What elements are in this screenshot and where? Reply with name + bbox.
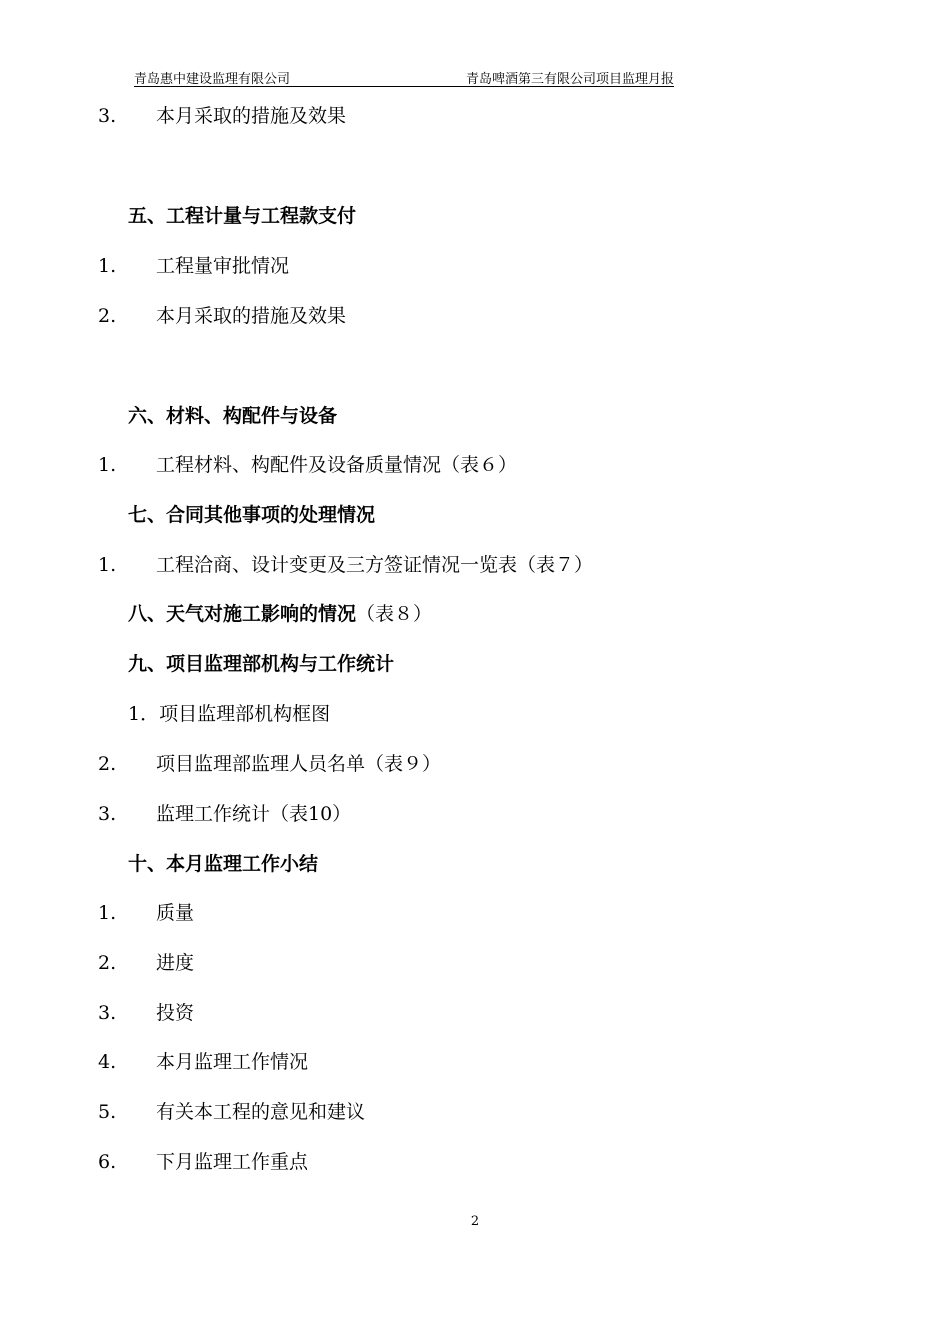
item-text: 有关本工程的意见和建议 xyxy=(156,1101,366,1123)
item-number: 3. xyxy=(98,105,117,127)
item-text: 下月监理工作重点 xyxy=(156,1151,309,1173)
item-number: 1. xyxy=(98,554,117,576)
item-text: 质量 xyxy=(156,902,195,924)
item-text: 进度 xyxy=(156,952,195,974)
item-number: 1. xyxy=(98,454,117,476)
item-text: 投资 xyxy=(156,1002,195,1024)
item-number: 4. xyxy=(98,1051,117,1073)
item-number: 1. xyxy=(98,902,117,924)
item-text: 本月采取的措施及效果 xyxy=(156,105,347,127)
page-header xyxy=(134,66,674,87)
section-heading xyxy=(128,602,432,626)
item-text: 本月监理工作情况 xyxy=(156,1051,309,1073)
page-number: 2 xyxy=(470,1214,480,1229)
item-number: 5. xyxy=(98,1101,117,1123)
item-text: 本月采取的措施及效果 xyxy=(156,305,347,327)
section-heading-suffix: （表８） xyxy=(356,603,433,625)
section-heading: 九、项目监理部机构与工作统计 xyxy=(128,653,395,675)
item-number: 2. xyxy=(98,952,117,974)
item-number: 3. xyxy=(98,1002,117,1024)
header-report-title: 青岛啤酒第三有限公司项目监理月报 xyxy=(465,72,674,87)
item-text: 项目监理部监理人员名单（表９） xyxy=(156,753,442,775)
item-number: 6. xyxy=(98,1151,117,1173)
list-item: 1．项目监理部机构框图 xyxy=(128,703,331,725)
item-number: 2. xyxy=(98,305,117,327)
section-heading: 七、合同其他事项的处理情况 xyxy=(128,504,376,526)
item-number: 3. xyxy=(98,803,117,825)
item-number: 1. xyxy=(98,255,117,277)
item-number: 2. xyxy=(98,753,117,775)
section-heading: 六、材料、构配件与设备 xyxy=(128,405,338,427)
item-text: 工程量审批情况 xyxy=(156,255,290,277)
item-text: 工程洽商、设计变更及三方签证情况一览表（表７） xyxy=(156,554,594,576)
item-text: 工程材料、构配件及设备质量情况（表６） xyxy=(156,454,518,476)
header-company: 青岛惠中建设监理有限公司 xyxy=(134,72,291,87)
section-heading: 五、工程计量与工程款支付 xyxy=(128,205,357,227)
section-heading: 十、本月监理工作小结 xyxy=(128,853,319,875)
section-heading-text: 八、天气对施工影响的情况 xyxy=(128,603,357,625)
item-text: 监理工作统计（表10） xyxy=(156,803,352,825)
